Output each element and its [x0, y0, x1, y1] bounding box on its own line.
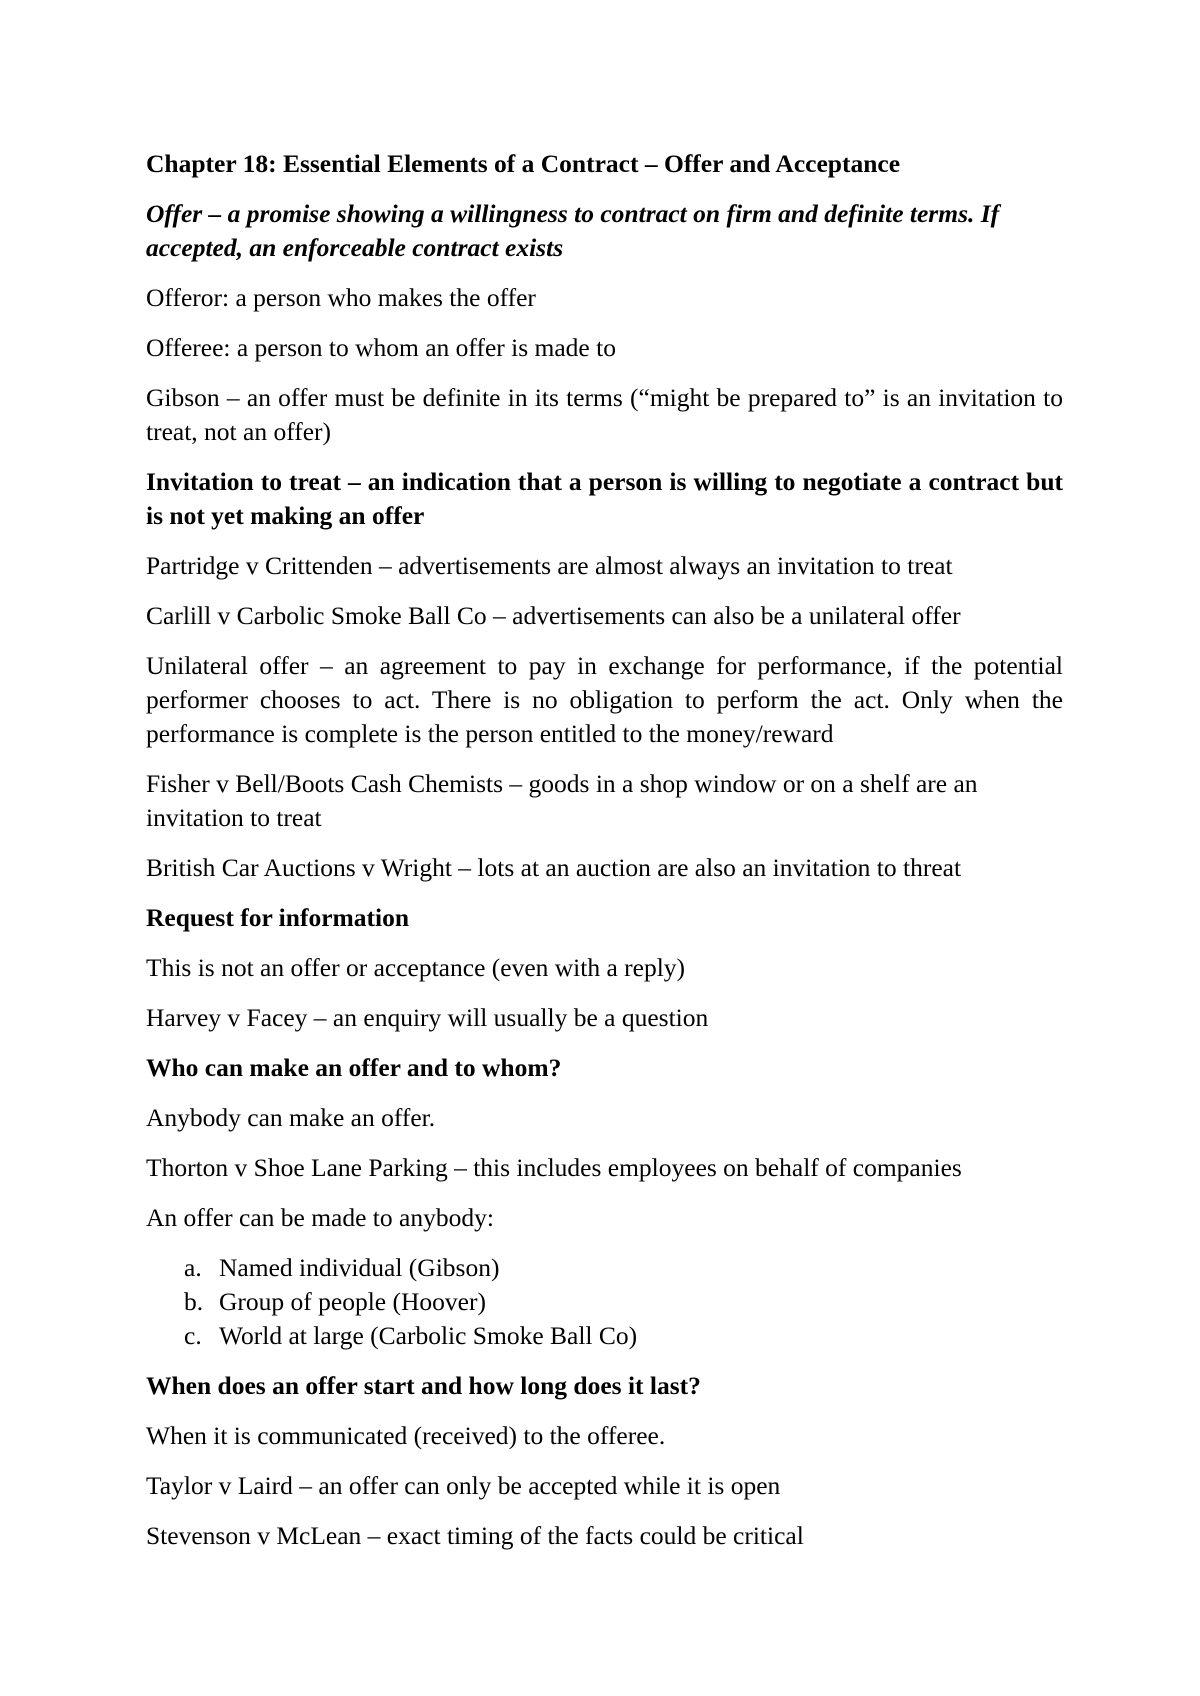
list-item-text: Named individual (Gibson): [219, 1253, 500, 1282]
partridge-case: Partridge v Crittenden – advertisements are almost always an invitation to treat: [146, 551, 953, 580]
list-marker: b.: [184, 1287, 204, 1316]
stevenson-case: Stevenson v McLean – exact timing of the facts could be critical: [146, 1521, 804, 1550]
list-marker: c.: [184, 1321, 202, 1350]
list-item-text: Group of people (Hoover): [219, 1287, 486, 1316]
who-heading: Who can make an offer and to whom?: [146, 1053, 562, 1082]
when-heading: When does an offer start and how long does it last?: [146, 1371, 701, 1400]
when-text: When it is communicated (received) to the offeree.: [146, 1421, 666, 1450]
unilateral-offer-definition: Unilateral offer – an agreement to pay in exchange for performance, if the potential performer chooses to act. There is no obligation to perform the act. Only when the performance is complete is the person entitled to the money/reward: [146, 651, 1063, 748]
offer-definition: Offer – a promise showing a willingness to contract on firm and definite terms. If accepted, an enforceable contract exists: [146, 199, 1000, 262]
list-item: [146, 1319, 1063, 1353]
document-body: [146, 147, 1063, 1569]
thorton-case: Thorton v Shoe Lane Parking – this includes employees on behalf of companies: [146, 1153, 962, 1182]
offeree-definition: Offeree: a person to whom an offer is made to: [146, 333, 616, 362]
list-item: [146, 1251, 1063, 1285]
chapter-title: Chapter 18: Essential Elements of a Contract – Offer and Acceptance: [146, 149, 901, 178]
list-item-text: World at large (Carbolic Smoke Ball Co): [219, 1321, 638, 1350]
carlill-case: Carlill v Carbolic Smoke Ball Co – advertisements can also be a unilateral offer: [146, 601, 961, 630]
harvey-case: Harvey v Facey – an enquiry will usually be a question: [146, 1003, 709, 1032]
fisher-case: Fisher v Bell/Boots Cash Chemists – goods in a shop window or on a shelf are an invitation to treat: [146, 769, 978, 832]
taylor-case: Taylor v Laird – an offer can only be accepted while it is open: [146, 1471, 781, 1500]
offeree-list: [146, 1251, 1063, 1353]
request-text: This is not an offer or acceptance (even with a reply): [146, 953, 686, 982]
request-heading: Request for information: [146, 903, 410, 932]
anybody-text: Anybody can make an offer.: [146, 1103, 436, 1132]
made-to-text: An offer can be made to anybody:: [146, 1203, 494, 1232]
list-item: [146, 1285, 1063, 1319]
list-marker: a.: [184, 1253, 202, 1282]
invitation-to-treat-heading: Invitation to treat – an indication that a person is willing to negotiate a contract but is not yet making an offer: [146, 467, 1063, 530]
british-car-case: British Car Auctions v Wright – lots at an auction are also an invitation to threat: [146, 853, 962, 882]
offeror-definition: Offeror: a person who makes the offer: [146, 283, 536, 312]
gibson-case: Gibson – an offer must be definite in its terms (“might be prepared to” is an invitation to treat, not an offer): [146, 383, 1063, 446]
